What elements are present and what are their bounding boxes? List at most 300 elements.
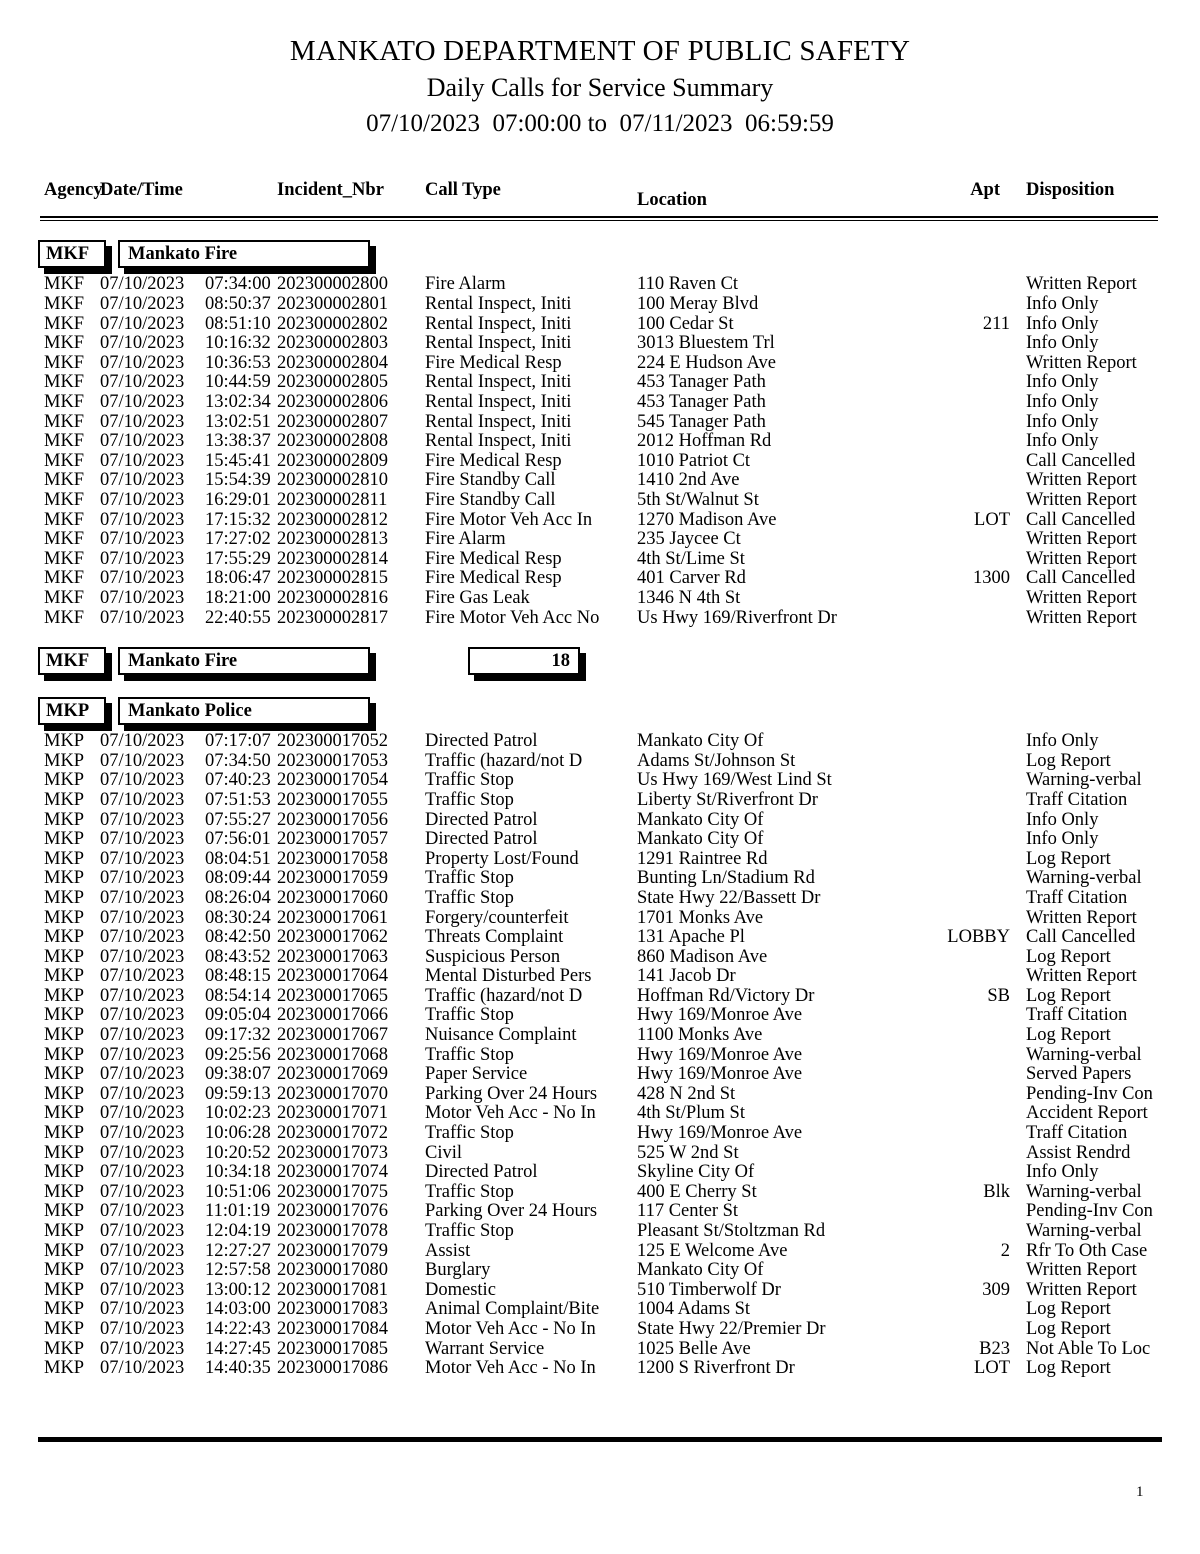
cell-agency: MKP bbox=[44, 1123, 85, 1144]
table-row bbox=[0, 770, 1200, 790]
cell-call-type: Traffic Stop bbox=[425, 1005, 514, 1026]
cell-incident-nbr: 202300017076 bbox=[277, 1201, 388, 1222]
table-row bbox=[0, 731, 1200, 751]
cell-call-type: Rental Inspect, Initi bbox=[425, 313, 572, 334]
cell-location: Mankato City Of bbox=[637, 809, 764, 830]
cell-disposition: Written Report bbox=[1026, 548, 1137, 569]
cell-disposition: Traff Citation bbox=[1026, 1005, 1128, 1026]
report-date-range: 07/10/2023 07:00:00 to 07/11/2023 06:59:59 bbox=[366, 110, 834, 138]
cell-disposition: Traff Citation bbox=[1026, 1123, 1128, 1144]
cell-incident-nbr: 202300002811 bbox=[277, 490, 388, 511]
cell-disposition: Info Only bbox=[1026, 809, 1099, 830]
cell-time: 18:21:00 bbox=[205, 587, 271, 608]
cell-disposition: Log Report bbox=[1026, 1025, 1111, 1046]
table-row bbox=[0, 1045, 1200, 1065]
table-row bbox=[0, 1084, 1200, 1104]
cell-agency: MKP bbox=[44, 1162, 85, 1183]
cell-incident-nbr: 202300017059 bbox=[277, 868, 388, 889]
cell-disposition: Info Only bbox=[1026, 313, 1099, 334]
cell-incident-nbr: 202300002812 bbox=[277, 509, 388, 530]
cell-location: Bunting Ln/Stadium Rd bbox=[637, 868, 815, 889]
cell-location: 141 Jacob Dr bbox=[637, 966, 736, 987]
cell-disposition: Written Report bbox=[1026, 1279, 1137, 1300]
agency-group-footer bbox=[0, 647, 1200, 675]
cell-disposition: Warning-verbal bbox=[1026, 1221, 1142, 1242]
table-row bbox=[0, 353, 1200, 373]
cell-disposition: Written Report bbox=[1026, 274, 1137, 295]
cell-disposition: Written Report bbox=[1026, 587, 1137, 608]
cell-incident-nbr: 202300017066 bbox=[277, 1005, 388, 1026]
cell-call-type: Traffic (hazard/not D bbox=[425, 750, 583, 771]
agency-name-badge: Mankato Fire bbox=[118, 647, 370, 675]
agency-groups bbox=[0, 240, 1200, 1377]
table-row bbox=[0, 1221, 1200, 1241]
cell-call-type: Civil bbox=[425, 1142, 463, 1163]
cell-call-type: Fire Standby Call bbox=[425, 490, 556, 511]
cell-location: 117 Center St bbox=[637, 1201, 739, 1222]
cell-time: 12:27:27 bbox=[205, 1240, 271, 1261]
cell-call-type: Traffic Stop bbox=[425, 1181, 514, 1202]
cell-time: 14:03:00 bbox=[205, 1299, 271, 1320]
cell-apt: LOT bbox=[974, 1358, 1010, 1379]
cell-agency: MKP bbox=[44, 946, 85, 967]
agency-group-rows bbox=[0, 274, 1200, 627]
cell-location: 1291 Raintree Rd bbox=[637, 848, 768, 869]
cell-call-type: Fire Medical Resp bbox=[425, 548, 562, 569]
cell-agency: MKP bbox=[44, 1221, 85, 1242]
cell-location: 1200 S Riverfront Dr bbox=[637, 1358, 795, 1379]
cell-incident-nbr: 202300017058 bbox=[277, 848, 388, 869]
cell-agency: MKF bbox=[44, 450, 85, 471]
cell-incident-nbr: 202300002803 bbox=[277, 333, 388, 354]
cell-incident-nbr: 202300017070 bbox=[277, 1083, 388, 1104]
cell-location: 125 E Welcome Ave bbox=[637, 1240, 788, 1261]
cell-call-type: Domestic bbox=[425, 1279, 496, 1300]
table-row bbox=[0, 274, 1200, 294]
cell-time: 09:38:07 bbox=[205, 1064, 271, 1085]
cell-location: 1270 Madison Ave bbox=[637, 509, 777, 530]
cell-location: 510 Timberwolf Dr bbox=[637, 1279, 781, 1300]
cell-incident-nbr: 202300017084 bbox=[277, 1318, 388, 1339]
cell-agency: MKF bbox=[44, 470, 85, 491]
cell-date: 07/10/2023 bbox=[100, 509, 185, 530]
cell-call-type: Warrant Service bbox=[425, 1338, 545, 1359]
cell-location: Us Hwy 169/Riverfront Dr bbox=[637, 607, 837, 628]
cell-time: 10:16:32 bbox=[205, 333, 271, 354]
cell-agency: MKP bbox=[44, 1083, 85, 1104]
cell-agency: MKF bbox=[44, 294, 85, 315]
cell-incident-nbr: 202300002806 bbox=[277, 392, 388, 413]
cell-apt: LOBBY bbox=[947, 927, 1010, 948]
cell-incident-nbr: 202300017061 bbox=[277, 907, 388, 928]
agency-code-badge: MKF bbox=[38, 647, 106, 675]
cell-date: 07/10/2023 bbox=[100, 490, 185, 511]
cell-location: Hoffman Rd/Victory Dr bbox=[637, 985, 815, 1006]
cell-location: Skyline City Of bbox=[637, 1162, 755, 1183]
cell-disposition: Log Report bbox=[1026, 848, 1111, 869]
table-row bbox=[0, 529, 1200, 549]
cell-location: 860 Madison Ave bbox=[637, 946, 768, 967]
cell-disposition: Info Only bbox=[1026, 1162, 1099, 1183]
cell-agency: MKF bbox=[44, 490, 85, 511]
cell-call-type: Fire Standby Call bbox=[425, 470, 556, 491]
cell-date: 07/10/2023 bbox=[100, 731, 185, 752]
cell-incident-nbr: 202300002804 bbox=[277, 352, 388, 373]
cell-incident-nbr: 202300002809 bbox=[277, 450, 388, 471]
cell-incident-nbr: 202300002808 bbox=[277, 431, 388, 452]
cell-time: 07:34:00 bbox=[205, 274, 271, 295]
cell-incident-nbr: 202300017074 bbox=[277, 1162, 388, 1183]
cell-agency: MKF bbox=[44, 333, 85, 354]
cell-date: 07/10/2023 bbox=[100, 927, 185, 948]
cell-apt: B23 bbox=[979, 1338, 1010, 1359]
cell-location: 100 Meray Blvd bbox=[637, 294, 759, 315]
cell-time: 08:30:24 bbox=[205, 907, 271, 928]
cell-call-type: Parking Over 24 Hours bbox=[425, 1083, 598, 1104]
cell-incident-nbr: 202300017056 bbox=[277, 809, 388, 830]
cell-date: 07/10/2023 bbox=[100, 1358, 185, 1379]
cell-date: 07/10/2023 bbox=[100, 1240, 185, 1261]
cell-date: 07/10/2023 bbox=[100, 411, 185, 432]
cell-location: Pleasant St/Stoltzman Rd bbox=[637, 1221, 826, 1242]
table-row bbox=[0, 431, 1200, 451]
cell-date: 07/10/2023 bbox=[100, 1201, 185, 1222]
cell-disposition: Call Cancelled bbox=[1026, 450, 1136, 471]
cell-location: Us Hwy 169/West Lind St bbox=[637, 770, 832, 791]
cell-incident-nbr: 202300017063 bbox=[277, 946, 388, 967]
table-row bbox=[0, 1182, 1200, 1202]
agency-group-header bbox=[0, 697, 1200, 725]
column-header-call-type: Call Type bbox=[425, 180, 501, 201]
cell-call-type: Fire Medical Resp bbox=[425, 450, 562, 471]
cell-location: 453 Tanager Path bbox=[637, 392, 766, 413]
cell-time: 08:51:10 bbox=[205, 313, 271, 334]
cell-call-type: Traffic Stop bbox=[425, 1123, 514, 1144]
cell-time: 14:40:35 bbox=[205, 1358, 271, 1379]
cell-date: 07/10/2023 bbox=[100, 587, 185, 608]
cell-location: Hwy 169/Monroe Ave bbox=[637, 1005, 803, 1026]
cell-agency: MKP bbox=[44, 848, 85, 869]
cell-apt: 1300 bbox=[973, 568, 1010, 589]
cell-call-type: Mental Disturbed Pers bbox=[425, 966, 592, 987]
cell-time: 12:04:19 bbox=[205, 1221, 271, 1242]
cell-call-type: Burglary bbox=[425, 1260, 491, 1281]
cell-apt: SB bbox=[987, 985, 1010, 1006]
cell-agency: MKF bbox=[44, 431, 85, 452]
cell-date: 07/10/2023 bbox=[100, 1005, 185, 1026]
cell-disposition: Log Report bbox=[1026, 1318, 1111, 1339]
cell-location: Adams St/Johnson St bbox=[637, 750, 796, 771]
cell-time: 08:50:37 bbox=[205, 294, 271, 315]
cell-incident-nbr: 202300017067 bbox=[277, 1025, 388, 1046]
table-row bbox=[0, 966, 1200, 986]
cell-agency: MKF bbox=[44, 548, 85, 569]
table-row bbox=[0, 1162, 1200, 1182]
cell-agency: MKP bbox=[44, 868, 85, 889]
cell-agency: MKP bbox=[44, 1299, 85, 1320]
cell-incident-nbr: 202300017052 bbox=[277, 731, 388, 752]
cell-disposition: Assist Rendrd bbox=[1026, 1142, 1131, 1163]
column-header-location: Location bbox=[637, 190, 707, 211]
cell-call-type: Rental Inspect, Initi bbox=[425, 431, 572, 452]
cell-disposition: Accident Report bbox=[1026, 1103, 1148, 1124]
cell-disposition: Info Only bbox=[1026, 372, 1099, 393]
cell-time: 08:09:44 bbox=[205, 868, 271, 889]
cell-agency: MKP bbox=[44, 1142, 85, 1163]
cell-incident-nbr: 202300017075 bbox=[277, 1181, 388, 1202]
cell-date: 07/10/2023 bbox=[100, 868, 185, 889]
agency-group-header bbox=[0, 240, 1200, 268]
cell-time: 07:17:07 bbox=[205, 731, 271, 752]
cell-disposition: Written Report bbox=[1026, 352, 1137, 373]
cell-call-type: Parking Over 24 Hours bbox=[425, 1201, 598, 1222]
cell-date: 07/10/2023 bbox=[100, 1162, 185, 1183]
cell-location: 110 Raven Ct bbox=[637, 274, 739, 295]
cell-time: 14:27:45 bbox=[205, 1338, 271, 1359]
cell-agency: MKP bbox=[44, 770, 85, 791]
cell-disposition: Written Report bbox=[1026, 907, 1137, 928]
cell-incident-nbr: 202300002805 bbox=[277, 372, 388, 393]
cell-disposition: Pending-Inv Con bbox=[1026, 1201, 1153, 1222]
cell-incident-nbr: 202300002816 bbox=[277, 587, 388, 608]
cell-location: 2012 Hoffman Rd bbox=[637, 431, 772, 452]
cell-disposition: Written Report bbox=[1026, 607, 1137, 628]
agency-name-badge: Mankato Fire bbox=[118, 240, 370, 268]
cell-date: 07/10/2023 bbox=[100, 848, 185, 869]
cell-time: 14:22:43 bbox=[205, 1318, 271, 1339]
header-divider-rule-inner bbox=[40, 220, 1158, 221]
cell-disposition: Info Only bbox=[1026, 829, 1099, 850]
cell-call-type: Motor Veh Acc - No In bbox=[425, 1358, 596, 1379]
cell-agency: MKF bbox=[44, 352, 85, 373]
cell-disposition: Call Cancelled bbox=[1026, 927, 1136, 948]
cell-time: 16:29:01 bbox=[205, 490, 271, 511]
cell-disposition: Info Only bbox=[1026, 333, 1099, 354]
cell-apt: Blk bbox=[983, 1181, 1010, 1202]
cell-location: Mankato City Of bbox=[637, 731, 764, 752]
table-row bbox=[0, 829, 1200, 849]
cell-agency: MKF bbox=[44, 392, 85, 413]
table-row bbox=[0, 1143, 1200, 1163]
cell-call-type: Assist bbox=[425, 1240, 471, 1261]
cell-disposition: Log Report bbox=[1026, 750, 1111, 771]
cell-call-type: Directed Patrol bbox=[425, 1162, 538, 1183]
table-row bbox=[0, 568, 1200, 588]
cell-agency: MKP bbox=[44, 1358, 85, 1379]
cell-agency: MKP bbox=[44, 887, 85, 908]
cell-location: 1410 2nd Ave bbox=[637, 470, 740, 491]
cell-date: 07/10/2023 bbox=[100, 333, 185, 354]
cell-location: 1004 Adams St bbox=[637, 1299, 751, 1320]
cell-date: 07/10/2023 bbox=[100, 946, 185, 967]
cell-incident-nbr: 202300017057 bbox=[277, 829, 388, 850]
cell-time: 08:04:51 bbox=[205, 848, 271, 869]
cell-call-type: Directed Patrol bbox=[425, 731, 538, 752]
cell-time: 13:02:34 bbox=[205, 392, 271, 413]
cell-call-type: Threats Complaint bbox=[425, 927, 564, 948]
table-row bbox=[0, 333, 1200, 353]
cell-call-type: Rental Inspect, Initi bbox=[425, 411, 572, 432]
cell-date: 07/10/2023 bbox=[100, 1044, 185, 1065]
table-row bbox=[0, 1201, 1200, 1221]
cell-date: 07/10/2023 bbox=[100, 607, 185, 628]
cell-date: 07/10/2023 bbox=[100, 770, 185, 791]
cell-agency: MKP bbox=[44, 927, 85, 948]
cell-agency: MKF bbox=[44, 313, 85, 334]
cell-call-type: Paper Service bbox=[425, 1064, 528, 1085]
cell-disposition: Call Cancelled bbox=[1026, 509, 1136, 530]
cell-agency: MKP bbox=[44, 1279, 85, 1300]
cell-agency: MKP bbox=[44, 1318, 85, 1339]
cell-location: 400 E Cherry St bbox=[637, 1181, 757, 1202]
page-subtitle: Daily Calls for Service Summary bbox=[426, 73, 774, 103]
cell-call-type: Directed Patrol bbox=[425, 829, 538, 850]
cell-incident-nbr: 202300002801 bbox=[277, 294, 388, 315]
cell-disposition: Served Papers bbox=[1026, 1064, 1132, 1085]
table-row bbox=[0, 986, 1200, 1006]
cell-call-type: Animal Complaint/Bite bbox=[425, 1299, 600, 1320]
header-divider-rule bbox=[40, 216, 1158, 218]
column-header-disposition: Disposition bbox=[1026, 180, 1115, 201]
cell-agency: MKF bbox=[44, 274, 85, 295]
cell-date: 07/10/2023 bbox=[100, 529, 185, 550]
cell-location: 453 Tanager Path bbox=[637, 372, 766, 393]
cell-time: 13:38:37 bbox=[205, 431, 271, 452]
cell-call-type: Fire Motor Veh Acc No bbox=[425, 607, 600, 628]
cell-incident-nbr: 202300017081 bbox=[277, 1279, 388, 1300]
agency-code-badge: MKF bbox=[38, 240, 106, 268]
cell-time: 08:48:15 bbox=[205, 966, 271, 987]
cell-disposition: Written Report bbox=[1026, 490, 1137, 511]
cell-date: 07/10/2023 bbox=[100, 966, 185, 987]
cell-agency: MKP bbox=[44, 1338, 85, 1359]
cell-time: 09:17:32 bbox=[205, 1025, 271, 1046]
cell-incident-nbr: 202300002802 bbox=[277, 313, 388, 334]
agency-call-count: 18 bbox=[468, 647, 580, 675]
cell-disposition: Written Report bbox=[1026, 966, 1137, 987]
cell-time: 10:36:53 bbox=[205, 352, 271, 373]
cell-time: 08:42:50 bbox=[205, 927, 271, 948]
cell-disposition: Written Report bbox=[1026, 470, 1137, 491]
cell-location: 1025 Belle Ave bbox=[637, 1338, 751, 1359]
cell-agency: MKF bbox=[44, 529, 85, 550]
cell-date: 07/10/2023 bbox=[100, 1338, 185, 1359]
cell-call-type: Traffic Stop bbox=[425, 887, 514, 908]
cell-agency: MKF bbox=[44, 509, 85, 530]
cell-call-type: Property Lost/Found bbox=[425, 848, 579, 869]
cell-location: 1701 Monks Ave bbox=[637, 907, 764, 928]
cell-location: Hwy 169/Monroe Ave bbox=[637, 1123, 803, 1144]
cell-disposition: Info Only bbox=[1026, 392, 1099, 413]
page-number: 1 bbox=[1136, 1484, 1144, 1500]
cell-date: 07/10/2023 bbox=[100, 548, 185, 569]
cell-call-type: Rental Inspect, Initi bbox=[425, 392, 572, 413]
table-row bbox=[0, 549, 1200, 569]
cell-location: Liberty St/Riverfront Dr bbox=[637, 789, 818, 810]
cell-location: Mankato City Of bbox=[637, 829, 764, 850]
cell-time: 10:02:23 bbox=[205, 1103, 271, 1124]
cell-time: 08:54:14 bbox=[205, 985, 271, 1006]
cell-incident-nbr: 202300017080 bbox=[277, 1260, 388, 1281]
cell-time: 10:34:18 bbox=[205, 1162, 271, 1183]
cell-incident-nbr: 202300017064 bbox=[277, 966, 388, 987]
cell-incident-nbr: 202300002815 bbox=[277, 568, 388, 589]
cell-date: 07/10/2023 bbox=[100, 1181, 185, 1202]
cell-incident-nbr: 202300002814 bbox=[277, 548, 388, 569]
cell-date: 07/10/2023 bbox=[100, 809, 185, 830]
cell-disposition: Info Only bbox=[1026, 411, 1099, 432]
table-row bbox=[0, 1339, 1200, 1359]
cell-location: 131 Apache Pl bbox=[637, 927, 745, 948]
cell-time: 11:01:19 bbox=[205, 1201, 271, 1222]
table-row bbox=[0, 1123, 1200, 1143]
table-row bbox=[0, 1260, 1200, 1280]
cell-call-type: Fire Motor Veh Acc In bbox=[425, 509, 593, 530]
cell-date: 07/10/2023 bbox=[100, 887, 185, 908]
table-row bbox=[0, 1299, 1200, 1319]
cell-agency: MKP bbox=[44, 1025, 85, 1046]
cell-location: 100 Cedar St bbox=[637, 313, 734, 334]
cell-agency: MKP bbox=[44, 907, 85, 928]
cell-location: 224 E Hudson Ave bbox=[637, 352, 776, 373]
table-column-headers bbox=[0, 180, 1200, 216]
cell-date: 07/10/2023 bbox=[100, 352, 185, 373]
cell-call-type: Fire Alarm bbox=[425, 529, 506, 550]
cell-agency: MKF bbox=[44, 568, 85, 589]
cell-incident-nbr: 202300017069 bbox=[277, 1064, 388, 1085]
cell-date: 07/10/2023 bbox=[100, 985, 185, 1006]
cell-incident-nbr: 202300002817 bbox=[277, 607, 388, 628]
cell-location: 1010 Patriot Ct bbox=[637, 450, 751, 471]
cell-call-type: Motor Veh Acc - No In bbox=[425, 1103, 596, 1124]
agency-code-badge: MKP bbox=[38, 697, 106, 725]
cell-call-type: Fire Gas Leak bbox=[425, 587, 530, 608]
table-row bbox=[0, 1280, 1200, 1300]
calls-table bbox=[0, 180, 1200, 1377]
cell-call-type: Nuisance Complaint bbox=[425, 1025, 577, 1046]
cell-call-type: Rental Inspect, Initi bbox=[425, 372, 572, 393]
cell-agency: MKP bbox=[44, 731, 85, 752]
cell-incident-nbr: 202300017079 bbox=[277, 1240, 388, 1261]
cell-disposition: Warning-verbal bbox=[1026, 868, 1142, 889]
cell-incident-nbr: 202300017073 bbox=[277, 1142, 388, 1163]
cell-agency: MKP bbox=[44, 1201, 85, 1222]
cell-incident-nbr: 202300002800 bbox=[277, 274, 388, 295]
cell-date: 07/10/2023 bbox=[100, 789, 185, 810]
cell-date: 07/10/2023 bbox=[100, 294, 185, 315]
cell-call-type: Traffic (hazard/not D bbox=[425, 985, 583, 1006]
footer-divider-rule bbox=[38, 1437, 1162, 1442]
cell-date: 07/10/2023 bbox=[100, 470, 185, 491]
cell-time: 07:40:23 bbox=[205, 770, 271, 791]
table-row bbox=[0, 510, 1200, 530]
table-row bbox=[0, 810, 1200, 830]
cell-incident-nbr: 202300017085 bbox=[277, 1338, 388, 1359]
cell-date: 07/10/2023 bbox=[100, 1279, 185, 1300]
cell-call-type: Fire Medical Resp bbox=[425, 352, 562, 373]
cell-location: 4th St/Lime St bbox=[637, 548, 745, 569]
cell-incident-nbr: 202300017062 bbox=[277, 927, 388, 948]
cell-call-type: Fire Medical Resp bbox=[425, 568, 562, 589]
cell-agency: MKP bbox=[44, 985, 85, 1006]
cell-agency: MKP bbox=[44, 1103, 85, 1124]
cell-location: 5th St/Walnut St bbox=[637, 490, 759, 511]
table-row bbox=[0, 790, 1200, 810]
cell-date: 07/10/2023 bbox=[100, 450, 185, 471]
table-row bbox=[0, 947, 1200, 967]
cell-location: 235 Jaycee Ct bbox=[637, 529, 741, 550]
cell-agency: MKP bbox=[44, 789, 85, 810]
